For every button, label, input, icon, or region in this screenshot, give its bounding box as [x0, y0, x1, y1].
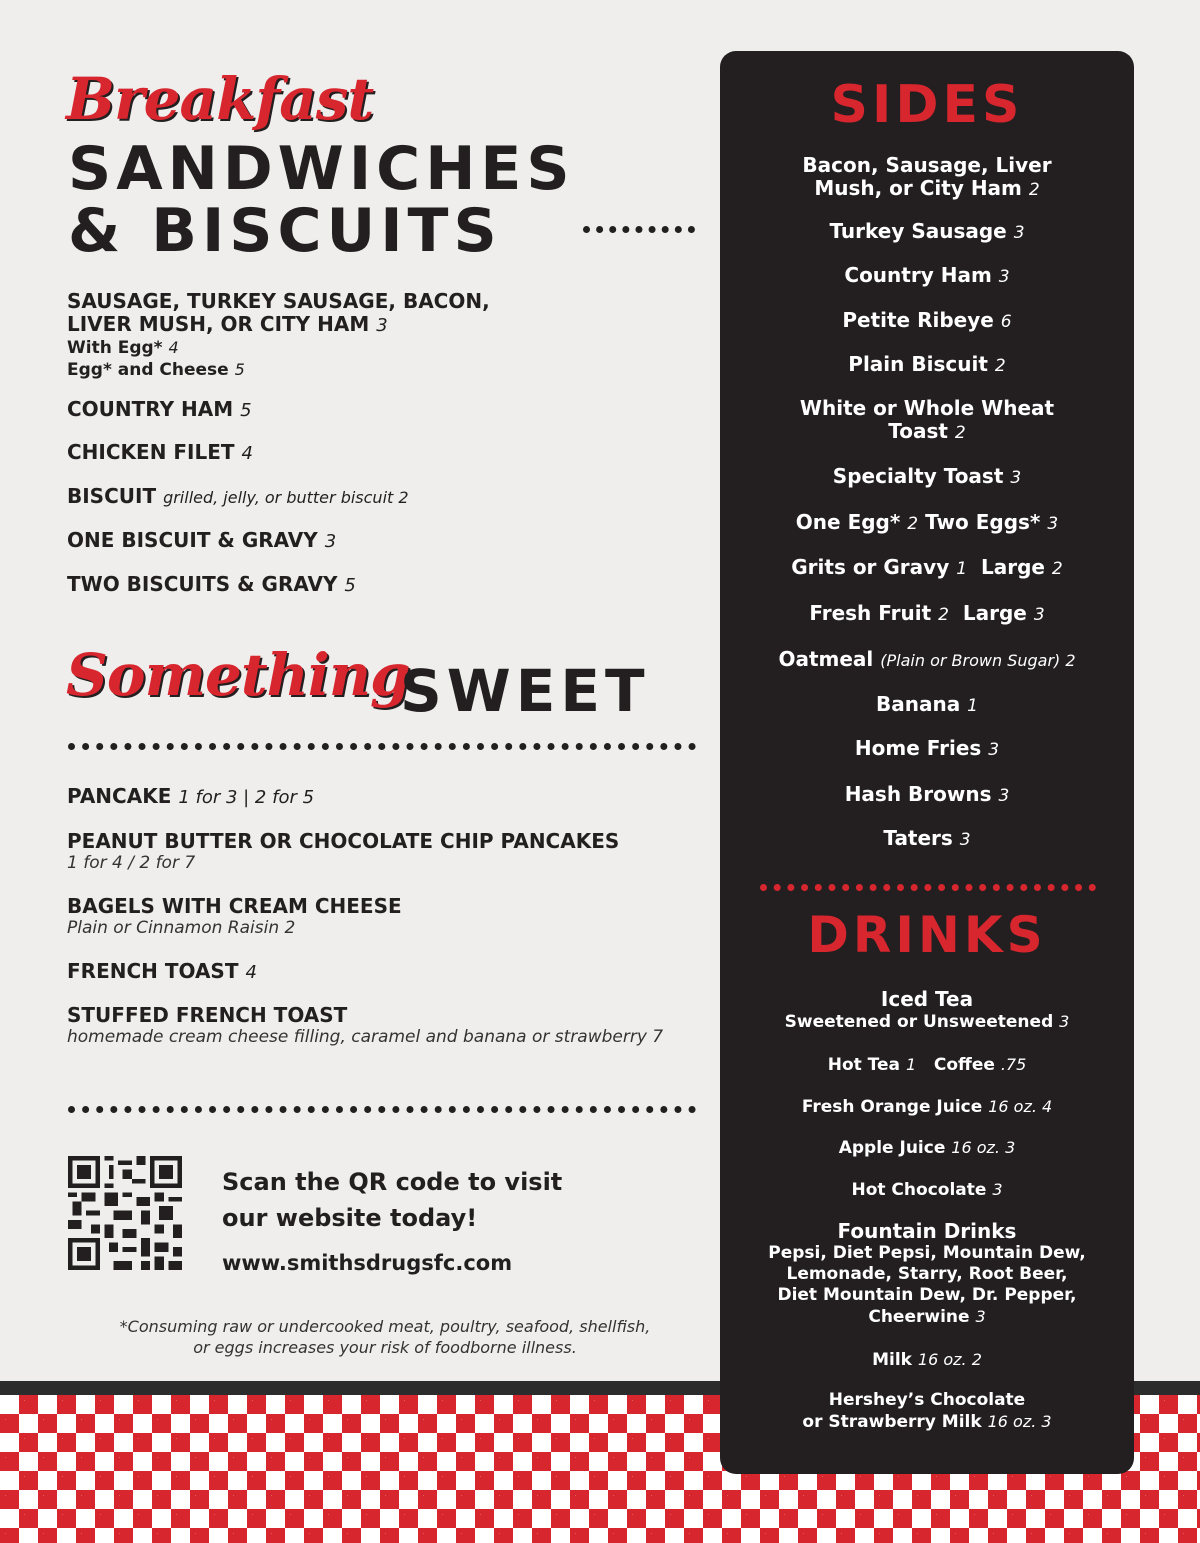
item-name: Home Fries — [854, 736, 982, 760]
side-item — [735, 737, 1119, 762]
side-item — [735, 264, 1119, 289]
item-price: 1 — [956, 559, 968, 579]
breakfast-script-title: Breakfast — [66, 65, 374, 133]
item-name: White or Whole Wheat — [799, 396, 1055, 420]
something-script-title: Something — [66, 641, 410, 709]
item-name: LIVER MUSH, OR CITY HAM — [67, 312, 370, 336]
item-name: BISCUIT — [67, 484, 157, 508]
item-price: 16 oz. 3 — [951, 1138, 1016, 1157]
section-divider — [68, 743, 696, 750]
drink-item — [735, 1349, 1119, 1371]
promo-line: our website today! — [222, 1204, 478, 1232]
item-name: Bacon, Sausage, Liver — [802, 153, 1052, 177]
item-name: Fountain Drinks — [837, 1219, 1017, 1243]
item-price: 3 — [1059, 1012, 1070, 1031]
side-item — [735, 783, 1119, 808]
drink-item — [735, 1220, 1119, 1328]
item-name: Hash Browns — [844, 782, 992, 806]
item-price: 3 — [988, 740, 1000, 760]
item-name: Large — [980, 555, 1045, 579]
item-name: Plain Biscuit — [848, 352, 988, 376]
drink-item — [735, 988, 1119, 1033]
item-price: .75 — [1000, 1055, 1027, 1074]
section-divider — [760, 884, 1096, 891]
item-price: 1 — [967, 696, 978, 716]
sweet-title: SWEET — [400, 657, 650, 725]
item-description: homemade cream cheese filling, caramel and banana or strawberry 7 — [67, 1027, 664, 1047]
disclaimer-line: *Consuming raw or undercooked meat, poultry, seafood, shellfish, — [119, 1317, 651, 1336]
website-link[interactable]: www.smithsdrugsfc.com — [222, 1251, 513, 1275]
menu-item-bagels — [67, 895, 707, 939]
item-price: 16 oz. 3 — [987, 1412, 1052, 1431]
item-name: Fresh Fruit — [809, 601, 932, 625]
item-name: FRENCH TOAST — [67, 959, 239, 983]
menu-item-pb-choc-pancakes — [67, 830, 707, 874]
side-item — [735, 309, 1119, 334]
drink-item — [735, 1096, 1119, 1118]
side-item — [735, 353, 1119, 378]
item-price: 3 — [324, 531, 337, 552]
item-name: STUFFED FRENCH TOAST — [67, 1003, 348, 1027]
menu-item-biscuit — [67, 485, 707, 509]
drink-item — [735, 1179, 1119, 1201]
item-price: 2 — [907, 514, 919, 534]
item-price: 3 — [992, 1180, 1003, 1199]
item-description: (Plain or Brown Sugar) 2 — [880, 651, 1076, 670]
menu-item-chicken-filet — [67, 441, 707, 465]
item-name: COUNTRY HAM — [67, 397, 234, 421]
item-name: Toast — [888, 419, 948, 443]
item-description: Plain or Cinnamon Raisin 2 — [67, 918, 296, 938]
item-name: Milk — [872, 1350, 912, 1370]
item-option: Egg* and Cheese — [67, 360, 229, 380]
item-name: Fresh Orange Juice — [801, 1097, 983, 1117]
item-price: 2 — [1028, 180, 1040, 200]
section-divider — [583, 226, 695, 233]
item-price: 2 — [1051, 559, 1063, 579]
menu-item-sausage — [67, 290, 707, 381]
side-item — [735, 465, 1119, 490]
item-description: 1 for 4 / 2 for 7 — [67, 853, 196, 873]
section-divider — [68, 1106, 696, 1113]
item-description: Diet Mountain Dew, Dr. Pepper, — [777, 1285, 1077, 1305]
drink-item — [735, 1054, 1119, 1076]
item-name: PANCAKE — [67, 784, 172, 808]
item-name: Apple Juice — [838, 1138, 946, 1158]
side-item — [735, 397, 1119, 445]
drinks-title: DRINKS — [807, 906, 1047, 964]
item-name: Two Eggs* — [925, 510, 1041, 534]
item-price: 3 — [975, 1307, 986, 1326]
item-name: Specialty Toast — [832, 464, 1004, 488]
item-name: TWO BISCUITS & GRAVY — [67, 572, 338, 596]
item-name: Large — [962, 601, 1027, 625]
item-price: 4 — [241, 443, 253, 464]
item-price: 16 oz. 2 — [917, 1350, 982, 1369]
side-item — [735, 827, 1119, 852]
item-price: 3 — [1010, 468, 1022, 488]
item-price: 3 — [376, 315, 388, 336]
item-name: Petite Ribeye — [842, 308, 994, 332]
menu-item-french-toast — [67, 960, 707, 984]
side-item — [735, 154, 1119, 202]
item-name: Banana — [875, 692, 961, 716]
item-price: 5 — [344, 575, 356, 596]
item-description: Lemonade, Starry, Root Beer, — [786, 1264, 1068, 1284]
item-name: Coffee — [933, 1055, 995, 1075]
item-name: Country Ham — [844, 263, 992, 287]
item-name: SAUSAGE, TURKEY SAUSAGE, BACON, — [67, 289, 490, 313]
item-name: Grits or Gravy — [791, 555, 950, 579]
item-name: Hot Tea — [827, 1055, 901, 1075]
item-name: One Egg* — [795, 510, 901, 534]
item-price: 5 — [240, 400, 252, 421]
item-price: 4 — [168, 338, 179, 357]
item-price: 3 — [998, 267, 1010, 287]
menu-item-two-biscuits-gravy — [67, 573, 707, 597]
sides-title: SIDES — [830, 75, 1024, 135]
promo-line: Scan the QR code to visit — [222, 1168, 563, 1196]
side-item — [735, 693, 1119, 718]
item-name: Hershey’s Chocolate — [828, 1390, 1026, 1410]
item-name: BAGELS WITH CREAM CHEESE — [67, 894, 402, 918]
menu-item-one-biscuit-gravy — [67, 529, 707, 553]
item-description: Pepsi, Diet Pepsi, Mountain Dew, — [768, 1243, 1086, 1263]
item-name: ONE BISCUIT & GRAVY — [67, 528, 318, 552]
item-description: Cheerwine — [868, 1307, 970, 1327]
item-description: Sweetened or Unsweetened — [784, 1012, 1054, 1032]
disclaimer — [60, 1316, 710, 1358]
menu-item-country-ham — [67, 398, 707, 422]
biscuits-title: & BISCUITS — [68, 196, 502, 266]
item-name: or Strawberry Milk — [802, 1412, 982, 1432]
item-option: With Egg* — [67, 338, 163, 358]
item-price: 3 — [1047, 514, 1059, 534]
item-name: Oatmeal — [778, 647, 874, 671]
drink-item — [735, 1390, 1119, 1433]
item-name: CHICKEN FILET — [67, 440, 235, 464]
item-price: 2 — [994, 356, 1006, 376]
item-name: Taters — [883, 826, 953, 850]
item-price: 4 — [245, 962, 257, 983]
item-price: 2 — [938, 605, 949, 625]
side-item — [735, 511, 1119, 536]
item-price: 3 — [1033, 605, 1045, 625]
side-item — [735, 648, 1119, 672]
drink-item — [735, 1137, 1119, 1159]
item-price: 1 for 3 | 2 for 5 — [178, 787, 315, 808]
item-price: 3 — [998, 786, 1010, 806]
item-name: Iced Tea — [880, 987, 974, 1011]
disclaimer-line: or eggs increases your risk of foodborne illness. — [193, 1338, 577, 1357]
side-item — [735, 556, 1119, 581]
menu-item-pancake — [67, 785, 707, 809]
item-price: 3 — [959, 830, 971, 850]
menu-item-stuffed-french-toast — [67, 1004, 667, 1048]
promo-text — [222, 1164, 562, 1236]
item-price: 3 — [1013, 223, 1025, 243]
side-item — [735, 602, 1119, 627]
qr-code-icon[interactable] — [68, 1156, 182, 1270]
item-price: 16 oz. 4 — [988, 1097, 1053, 1116]
sandwiches-title: SANDWICHES — [68, 134, 575, 204]
item-price: 5 — [234, 360, 245, 379]
item-price: 2 — [954, 423, 966, 443]
item-price: 1 — [905, 1055, 917, 1074]
item-price: 6 — [1000, 312, 1012, 332]
item-name: Hot Chocolate — [851, 1180, 987, 1200]
item-name: PEANUT BUTTER OR CHOCOLATE CHIP PANCAKES — [67, 829, 620, 853]
side-item — [735, 220, 1119, 245]
item-description: grilled, jelly, or butter biscuit 2 — [163, 488, 409, 507]
item-name: Turkey Sausage — [829, 219, 1007, 243]
item-name: Mush, or City Ham — [814, 176, 1022, 200]
